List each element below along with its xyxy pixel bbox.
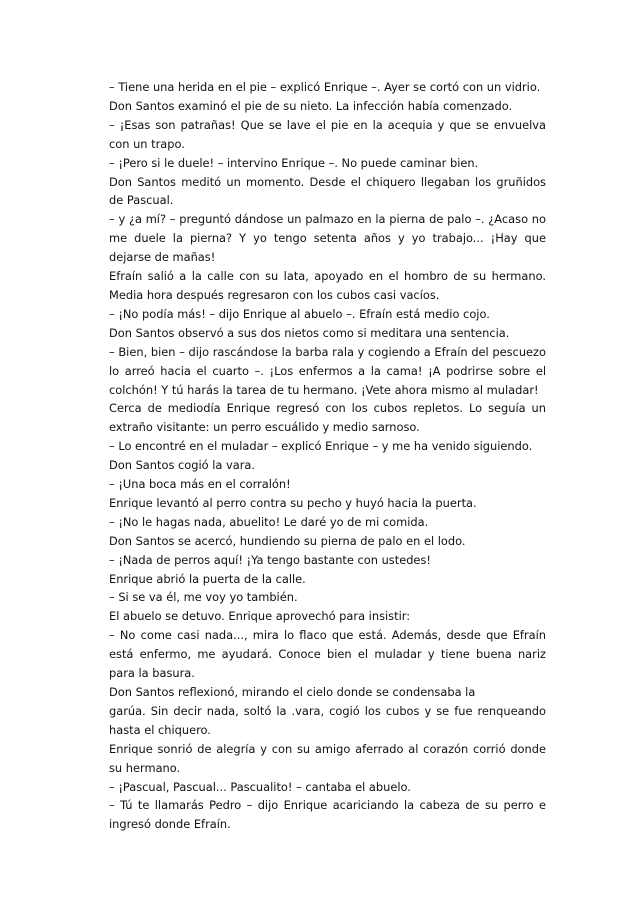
paragraph-23: Don Santos reflexionó, mirando el cielo donde se condensaba la: [109, 685, 476, 699]
paragraph-9: Don Santos observó a sus dos nietos como si meditara una sentencia.: [109, 325, 510, 340]
paragraph-3: – ¡Esas son patrañas! Que se lave el pie en la acequia y que se envuelva con un trapo.: [109, 117, 546, 151]
paragraph-11: Cerca de mediodía Enrique regresó con los cubos repletos. Lo seguía un extraño visitante: un perro escuálido y medio sarnoso.: [109, 401, 546, 435]
paragraph-26: – ¡Pascual, Pascual... Pascualito! – cantaba el abuelo.: [109, 779, 411, 794]
paragraph-20: – Si se va él, me voy yo también.: [109, 590, 298, 605]
paragraph-13: Don Santos cogió la vara.: [109, 458, 255, 473]
paragraph-16: – ¡No le hagas nada, abuelito! Le daré yo de mi comida.: [109, 514, 429, 529]
paragraph-17: Don Santos se acercó, hundiendo su pierna de palo en el lodo.: [109, 533, 466, 548]
paragraph-10: – Bien, bien – dijo rascándose la barba rala y cogiendo a Efraín del pescuezo lo arreó hacia el cuarto –. ¡Los enfermos a la cama! ¡A podrirse sobre el colchón! Y tú harás la tarea de tu hermano. ¡Vete ahora mismo al muladar!: [109, 344, 546, 397]
paragraph-22: – No come casi nada..., mira lo flaco que está. Además, desde que Efraín está enfermo, me ayudará. Conoce bien el muladar y tiene buena nariz para la basura.: [109, 628, 546, 681]
paragraph-8: – ¡No podía más! – dijo Enrique al abuelo –. Efraín está medio cojo.: [109, 306, 490, 321]
paragraph-5: Don Santos meditó un momento. Desde el chiquero llegaban los gruñidos de Pascual.: [109, 174, 546, 208]
paragraph-12: – Lo encontré en el muladar – explicó Enrique – y me ha venido siguiendo.: [109, 439, 533, 454]
paragraph-27: – Tú te llamarás Pedro – dijo Enrique acariciando la cabeza de su perro e ingresó donde Efraín.: [109, 798, 546, 832]
paragraph-6: – y ¿a mí? – preguntó dándose un palmazo en la pierna de palo –. ¿Acaso no me duele la pierna? Y yo tengo setenta años y yo trabajo... ¡Hay que dejarse de mañas!: [109, 212, 546, 265]
paragraph-21: El abuelo se detuvo. Enrique aprovechó para insistir:: [109, 609, 411, 624]
paragraph-24: garúa. Sin decir nada, soltó la .vara, cogió los cubos y se fue renqueando hasta el chiquero.: [109, 703, 546, 737]
paragraph-14: – ¡Una boca más en el corralón!: [109, 477, 291, 492]
paragraph-19: Enrique abrió la puerta de la calle.: [109, 571, 306, 586]
document-body: [109, 78, 546, 834]
paragraph-18: – ¡Nada de perros aquí! ¡Ya tengo bastante con ustedes!: [109, 552, 431, 567]
paragraph-25: Enrique sonrió de alegría y con su amigo aferrado al corazón corrió donde su hermano.: [109, 741, 546, 775]
paragraph-7: Efraín salió a la calle con su lata, apoyado en el hombro de su hermano. Media hora después regresaron con los cubos casi vacíos.: [109, 269, 546, 302]
paragraph-2: Don Santos examinó el pie de su nieto. La infección había comenzado.: [109, 98, 513, 113]
paragraph-4: – ¡Pero si le duele! – intervino Enrique –. No puede caminar bien.: [109, 155, 479, 170]
paragraph-15: Enrique levantó al perro contra su pecho y huyó hacia la puerta.: [109, 495, 477, 510]
paragraph-1: – Tiene una herida en el pie – explicó Enrique –. Ayer se cortó con un vidrio.: [109, 80, 541, 94]
